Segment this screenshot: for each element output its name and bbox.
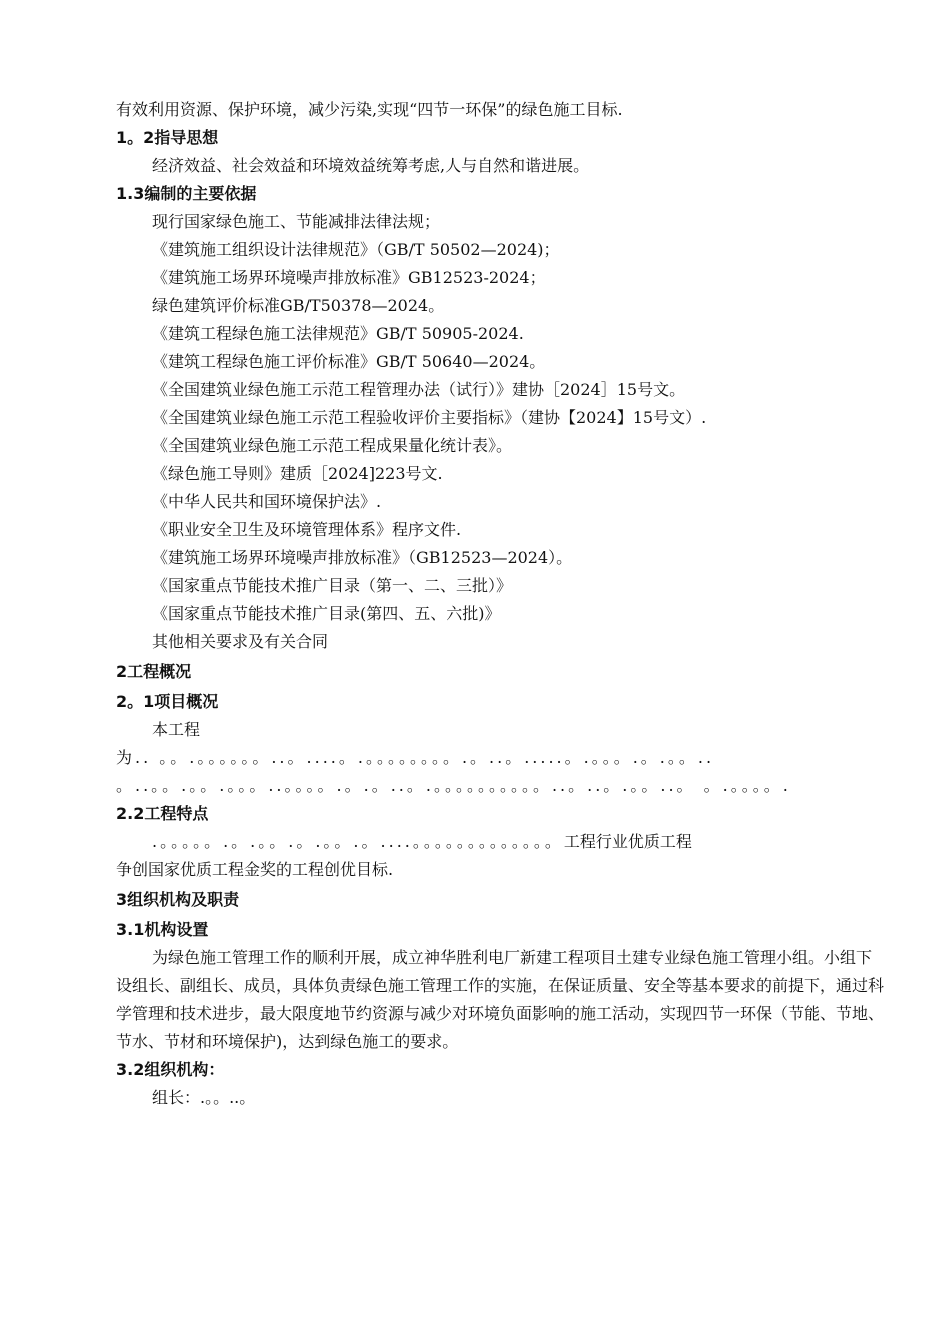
project-features-line-2: 争创国家优质工程金奖的工程创优目标. bbox=[116, 860, 394, 879]
basis-item: 现行国家绿色施工、节能减排法律法规； bbox=[152, 212, 441, 231]
basis-item: 《建筑工程绿色施工评价标准》GB/T 50640—2024。 bbox=[152, 352, 546, 371]
basis-item: 《建筑施工场界环境噪声排放标准》（GB12523—2024）。 bbox=[152, 548, 573, 567]
project-features-tail: 工程行业优质工程 bbox=[563, 832, 692, 851]
basis-item: 《全国建筑业绿色施工示范工程成果量化统计表》。 bbox=[152, 436, 513, 455]
basis-item: 《中华人民共和国环境保护法》. bbox=[152, 492, 382, 511]
project-features-dots: .。。。。。.。.。。.。.。。.。....。。。。。。。。。。。。。 bbox=[152, 832, 564, 851]
basis-item: 《国家重点节能技术推广目录（第一、二、三批）》 bbox=[152, 576, 513, 595]
project-overview-dots: 为.. 。。.。。。。。。..。....。.。。。。。。。。.。..。.....。.。。。.。.。。.. 。..。。.。。.。。。..。。。。.。.。..。.。。。。。。。。。。..。..。.。。..。 。.。。。。. bbox=[116, 748, 791, 795]
section-1-2-text: 经济效益、社会效益和环境效益统筹考虑,人与自然和谐进展。 bbox=[152, 156, 590, 175]
basis-item: 《建筑工程绿色施工法律规范》GB/T 50905-2024. bbox=[152, 324, 524, 343]
group-leader-line: 组长：.。。..。 bbox=[152, 1088, 256, 1107]
basis-item: 《绿色施工导则》建质［2024]223号文. bbox=[152, 464, 443, 483]
section-3-heading: 3组织机构及职责 bbox=[116, 890, 240, 909]
section-1-2-heading: 1。2指导思想 bbox=[116, 128, 219, 147]
section-2-heading: 2工程概况 bbox=[116, 662, 192, 681]
basis-item: 《国家重点节能技术推广目录(第四、五、六批)》 bbox=[152, 604, 501, 623]
basis-item: 《建筑施工场界环境噪声排放标准》GB12523-2024； bbox=[152, 268, 546, 287]
organization-setup-text: 为绿色施工管理工作的顺利开展，成立神华胜利电厂新建工程项目土建专业绿色施工管理小组。小组下设组长、副组长、成员，具体负责绿色施工管理工作的实施，在保证质量、安全等基本要求的前提下，通过科学管理和技术进步，最大限度地节约资源与减少对环境负面影响的施工活动，实现四节一环保（节能、节地、节水、节材和环境保护)，达到绿色施工的要求。 bbox=[116, 948, 885, 1051]
document-page bbox=[116, 96, 886, 1112]
basis-item: 其他相关要求及有关合同 bbox=[152, 632, 329, 651]
basis-item: 《全国建筑业绿色施工示范工程管理办法（试行）》建协［2024］15号文。 bbox=[152, 380, 686, 399]
project-overview-lead: 本工程 bbox=[152, 720, 201, 739]
basis-item: 绿色建筑评价标准GB/T50378—2024。 bbox=[152, 296, 445, 315]
section-2-1-heading: 2。1项目概况 bbox=[116, 692, 219, 711]
section-1-3-heading: 1.3编制的主要依据 bbox=[116, 184, 257, 203]
section-3-1-heading: 3.1机构设置 bbox=[116, 920, 209, 939]
basis-item: 《全国建筑业绿色施工示范工程验收评价主要指标》（建协【2024】15号文）. bbox=[152, 408, 707, 427]
basis-list bbox=[116, 208, 886, 656]
basis-item: 《建筑施工组织设计法律规范》（GB/T 50502—2024)； bbox=[152, 240, 560, 259]
project-features-line bbox=[116, 828, 886, 856]
intro-line: 有效利用资源、保护环境，减少污染,实现“四节一环保”的绿色施工目标. bbox=[116, 100, 623, 119]
basis-item: 《职业安全卫生及环境管理体系》程序文件. bbox=[152, 520, 462, 539]
section-2-2-heading: 2.2工程特点 bbox=[116, 804, 209, 823]
section-3-2-heading: 3.2组织机构： bbox=[116, 1060, 225, 1079]
